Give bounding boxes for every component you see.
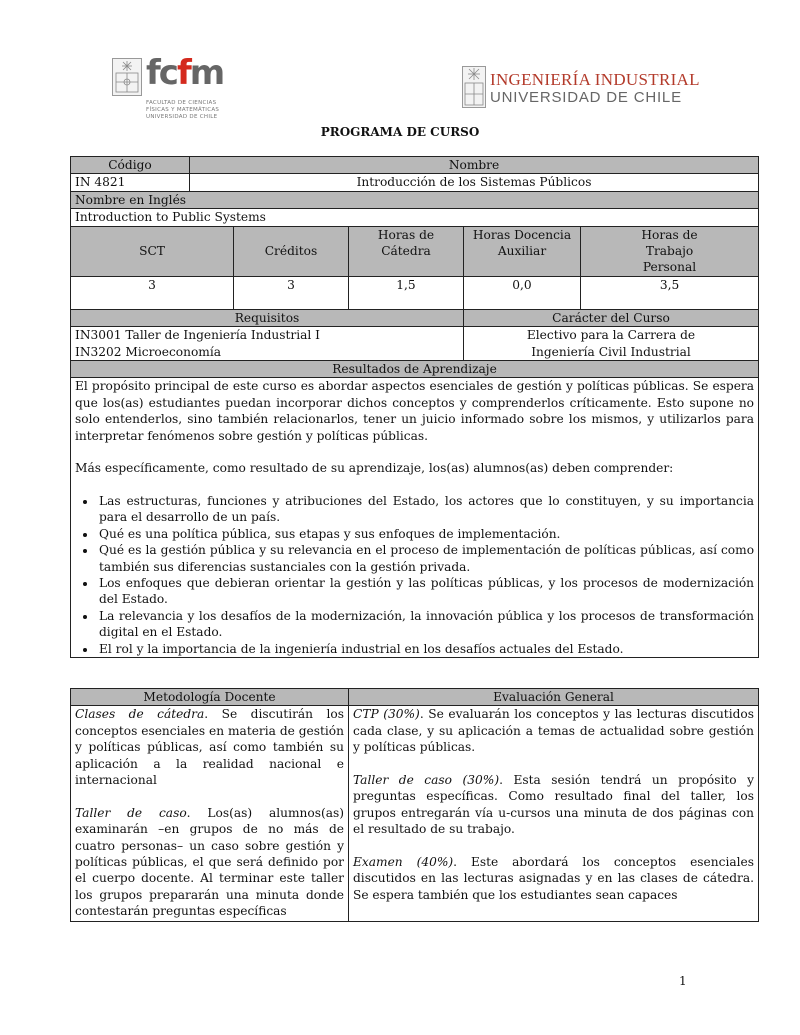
table-row [71,327,759,361]
table-row [71,157,759,174]
ingenieria-industrial-logo [460,60,700,110]
horas-docencia-header: Horas Docencia Auxiliar [464,226,581,276]
evaluacion-paragraph: Examen (40%). Este abordará los conceptos esenciales discutidos en las lecturas asignadas y en las clases de cátedra. Se espera también que los estudiantes sean capaces [353,855,754,902]
horas-trabajo-value: 3,5 [581,276,759,309]
list-item: • Qué es una política pública, sus etapas y sus enfoques de implementación. [97,526,754,542]
table-row [71,226,759,276]
metodologia-paragraph: Taller de caso. Los(as) alumnos(as) examinarán –en grupos de no más de cuatro personas– un caso sobre gestión y políticas públicas, el que será definido por el cuerpo docente. Al terminar este taller los grupos prepararán una minuta donde contestarán preguntas específicas [75,805,344,919]
evaluacion-header: Evaluación General [349,689,759,706]
resultados-body [71,378,759,657]
list-item: • Qué es la gestión pública y su relevancia en el proceso de implementación de políticas públicas, así como también sus diferencias sustanciales con la gestión privada. [97,542,754,575]
creditos-value: 3 [234,276,349,309]
requisito-item: IN3202 Microeconomía [75,344,222,359]
table-row [71,689,759,706]
horas-trabajo-header: Horas de Trabajo Personal [581,226,759,276]
sct-value: 3 [71,276,234,309]
fcfm-logo [108,44,238,126]
evaluacion-body [349,706,759,922]
horas-docencia-value: 0,0 [464,276,581,309]
requisito-item: IN3001 Taller de Ingeniería Industrial I [75,328,320,343]
nombre-header: Nombre [190,157,759,174]
horas-catedra-value: 1,5 [349,276,464,309]
codigo-header: Código [71,157,190,174]
table-row [71,209,759,226]
table-row [71,706,759,922]
university-crest-icon [462,66,486,108]
nombre-ingles-header: Nombre en Inglés [71,191,759,208]
list-item: • La relevancia y los desafíos de la modernización, la innovación pública y los procesos de transformación digital en el Estado. [97,608,754,641]
ii-logo-line2: UNIVERSIDAD DE CHILE [490,89,682,106]
page-title: PROGRAMA DE CURSO [320,125,480,139]
metodologia-body [71,706,349,922]
table-row [71,309,759,326]
resultados-paragraph: Más específicamente, como resultado de su aprendizaje, los(as) alumnos(as) deben comprender: [75,461,674,476]
table-row [71,361,759,378]
university-crest-icon [112,58,142,96]
requisitos-header: Requisitos [71,309,464,326]
sct-header: SCT [71,226,234,276]
table-row [71,276,759,309]
table-row [71,378,759,657]
metodologia-paragraph: Clases de cátedra. Se discutirán los conceptos esenciales en materia de gestión y políticas públicas, así como también su aplicación a la realidad nacional e internacional [75,707,344,788]
table-row [71,174,759,191]
codigo-value: IN 4821 [71,174,190,191]
evaluacion-paragraph: Taller de caso (30%). Esta sesión tendrá un propósito y preguntas específicas. Como resultado final del taller, los grupos entregarán vía u-cursos una minuta de dos páginas con el resultado de su trabajo. [353,773,754,837]
nombre-value: Introducción de los Sistemas Públicos [190,174,759,191]
horas-catedra-header: Horas de Cátedra [349,226,464,276]
caracter-value: Electivo para la Carrera de Ingeniería Civil Industrial [464,327,759,361]
ii-logo-line1: INGENIERÍA INDUSTRIAL [490,70,700,89]
resultados-header: Resultados de Aprendizaje [71,361,759,378]
requisitos-value [71,327,464,361]
list-item: • Las estructuras, funciones y atribuciones del Estado, los actores que lo constituyen, y su importancia para el desarrollo de un país. [97,493,754,526]
list-item: • Los enfoques que debieran orientar la gestión y las políticas públicas, y los procesos de modernización del Estado. [97,575,754,608]
methodology-table [70,688,759,922]
table-row [71,191,759,208]
caracter-header: Carácter del Curso [464,309,759,326]
evaluacion-paragraph: CTP (30%). Se evaluarán los conceptos y las lecturas discutidos cada clase, y su aplicación a temas de actualidad sobre gestión y políticas públicas. [353,707,754,755]
resultados-list [75,493,754,657]
fcfm-wordmark: fcfm [146,53,224,93]
creditos-header: Créditos [234,226,349,276]
metodologia-header: Metodología Docente [71,689,349,706]
nombre-ingles-value: Introduction to Public Systems [71,209,759,226]
list-item: • El rol y la importancia de la ingeniería industrial en los desafíos actuales del Estado. [97,641,754,657]
resultados-paragraph: El propósito principal de este curso es abordar aspectos esenciales de gestión y políticas públicas. Se espera que los(as) estudiantes puedan incorporar dichos conceptos y comprenderlos críticamente. Esto supone no solo entenderlos, sino también relacionarlos, tener un juicio informado sobre los mismos, y utilizarlos para interpretar fenómenos sobre gestión y políticas públicas. [75,379,755,443]
course-info-table [70,156,759,658]
fcfm-subtitle: FACULTAD DE CIENCIAS FÍSICAS Y MATEMÁTICAS UNIVERSIDAD DE CHILE [146,100,220,120]
page-number: 1 [679,974,687,988]
